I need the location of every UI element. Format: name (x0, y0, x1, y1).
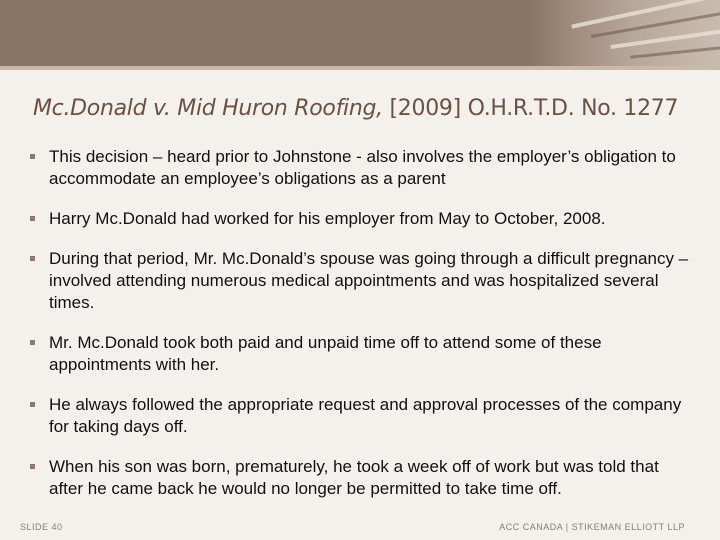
bullet-item (30, 248, 690, 314)
bullet-item (30, 208, 690, 230)
slide-title (33, 96, 703, 121)
bullet-text: Mr. Mc.Donald took both paid and unpaid time off to attend some of these appointments with her. (49, 333, 602, 374)
header-band (0, 0, 720, 66)
bullet-item (30, 332, 690, 376)
bullet-text: He always followed the appropriate request and approval processes of the company for taking days off. (49, 395, 682, 436)
firm-name: ACC CANADA | STIKEMAN ELLIOTT LLP (499, 522, 685, 532)
bullet-item (30, 394, 690, 438)
bullet-text: This decision – heard prior to Johnstone - also involves the employer’s obligation to accommodate an employee’s obligations as a parent (49, 147, 676, 188)
title-citation: [2009] O.H.R.T.D. No. 1277 (382, 96, 679, 121)
title-case-name: Mc.Donald v. Mid Huron Roofing, (33, 96, 383, 121)
header-accent-rule (0, 66, 720, 70)
bullet-item (30, 146, 690, 190)
square-bullet-icon (30, 402, 35, 407)
square-bullet-icon (30, 216, 35, 221)
slide-number: SLIDE 40 (20, 522, 63, 532)
bullet-text: Harry Mc.Donald had worked for his employer from May to October, 2008. (49, 209, 606, 228)
bullet-list (30, 146, 690, 518)
square-bullet-icon (30, 340, 35, 345)
square-bullet-icon (30, 256, 35, 261)
bullet-item (30, 456, 690, 500)
header-photo (530, 0, 720, 66)
square-bullet-icon (30, 464, 35, 469)
slide-footer (0, 518, 720, 540)
bullet-text: When his son was born, prematurely, he took a week off of work but was told that after he came back he would no longer be permitted to take time off. (49, 457, 659, 498)
square-bullet-icon (30, 154, 35, 159)
bullet-text: During that period, Mr. Mc.Donald’s spouse was going through a difficult pregnancy – involved attending numerous medical appointments and was hospitalized several times. (49, 249, 689, 312)
